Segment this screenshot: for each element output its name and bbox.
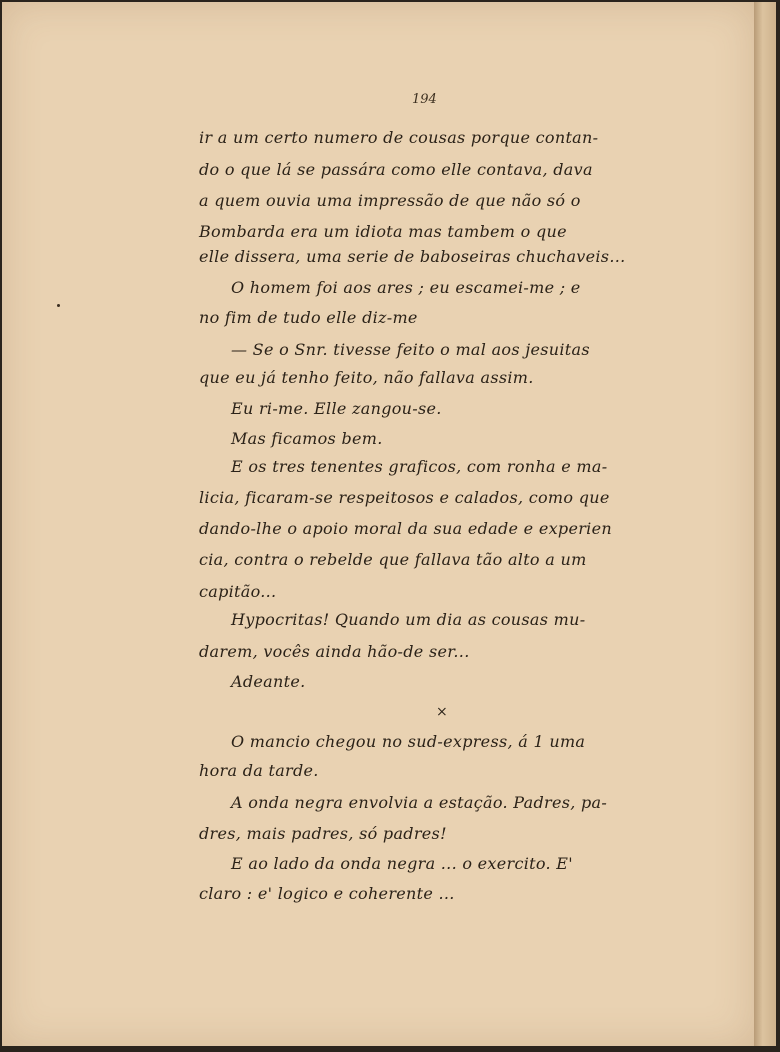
text-line-13: licia, ficaram-se respeitosos e calados, como que <box>199 488 610 507</box>
text-line-2: do o que lá se passára como elle contava, dava <box>199 160 593 179</box>
text-line-23: dres, mais padres, só padres! <box>199 824 447 843</box>
manuscript-page <box>2 2 754 1046</box>
text-line-15: cia, contra o rebelde que fallava tão alto a um <box>199 550 587 569</box>
text-line-24: E ao lado da onda negra ... o exercito. E' <box>231 854 573 873</box>
next-page-edge <box>754 2 776 1046</box>
text-line-21: hora da tarde. <box>199 761 319 780</box>
text-line-11: Mas ficamos bem. <box>231 429 383 448</box>
handwritten-text <box>2 2 754 1046</box>
text-line-16: capitão... <box>199 582 277 601</box>
text-line-7: no fim de tudo elle diz-me <box>199 308 418 327</box>
text-line-12: E os tres tenentes graficos, com ronha e ma- <box>231 457 608 476</box>
text-line-20: O mancio chegou no sud-express, á 1 uma <box>231 732 586 751</box>
text-line-4: Bombarda era um idiota mas tambem o que <box>199 222 567 241</box>
text-line-22: A onda negra envolvia a estação. Padres, pa- <box>231 793 608 812</box>
text-line-17: Hypocritas! Quando um dia as cousas mu- <box>231 610 586 629</box>
text-line-18: darem, vocês ainda hão-de ser... <box>199 642 470 661</box>
section-separator: × <box>436 704 449 720</box>
text-line-10: Eu ri-me. Elle zangou-se. <box>231 399 442 418</box>
text-line-5: elle dissera, uma serie de baboseiras chuchaveis... <box>199 247 626 266</box>
text-line-19: Adeante. <box>231 672 306 691</box>
text-line-8: — Se o Snr. tivesse feito o mal aos jesuitas <box>231 340 590 359</box>
text-line-1: ir a um certo numero de cousas porque contan- <box>199 128 599 147</box>
page-number: 194 <box>412 92 437 107</box>
text-line-3: a quem ouvia uma impressão de que não só o <box>199 191 581 210</box>
text-line-14: dando-lhe o apoio moral da sua edade e experien <box>199 519 612 538</box>
text-line-25: claro : e' logico e coherente ... <box>199 884 455 903</box>
text-line-6: O homem foi aos ares ; eu escamei-me ; e <box>231 278 581 297</box>
text-line-9: que eu já tenho feito, não fallava assim. <box>199 368 534 387</box>
